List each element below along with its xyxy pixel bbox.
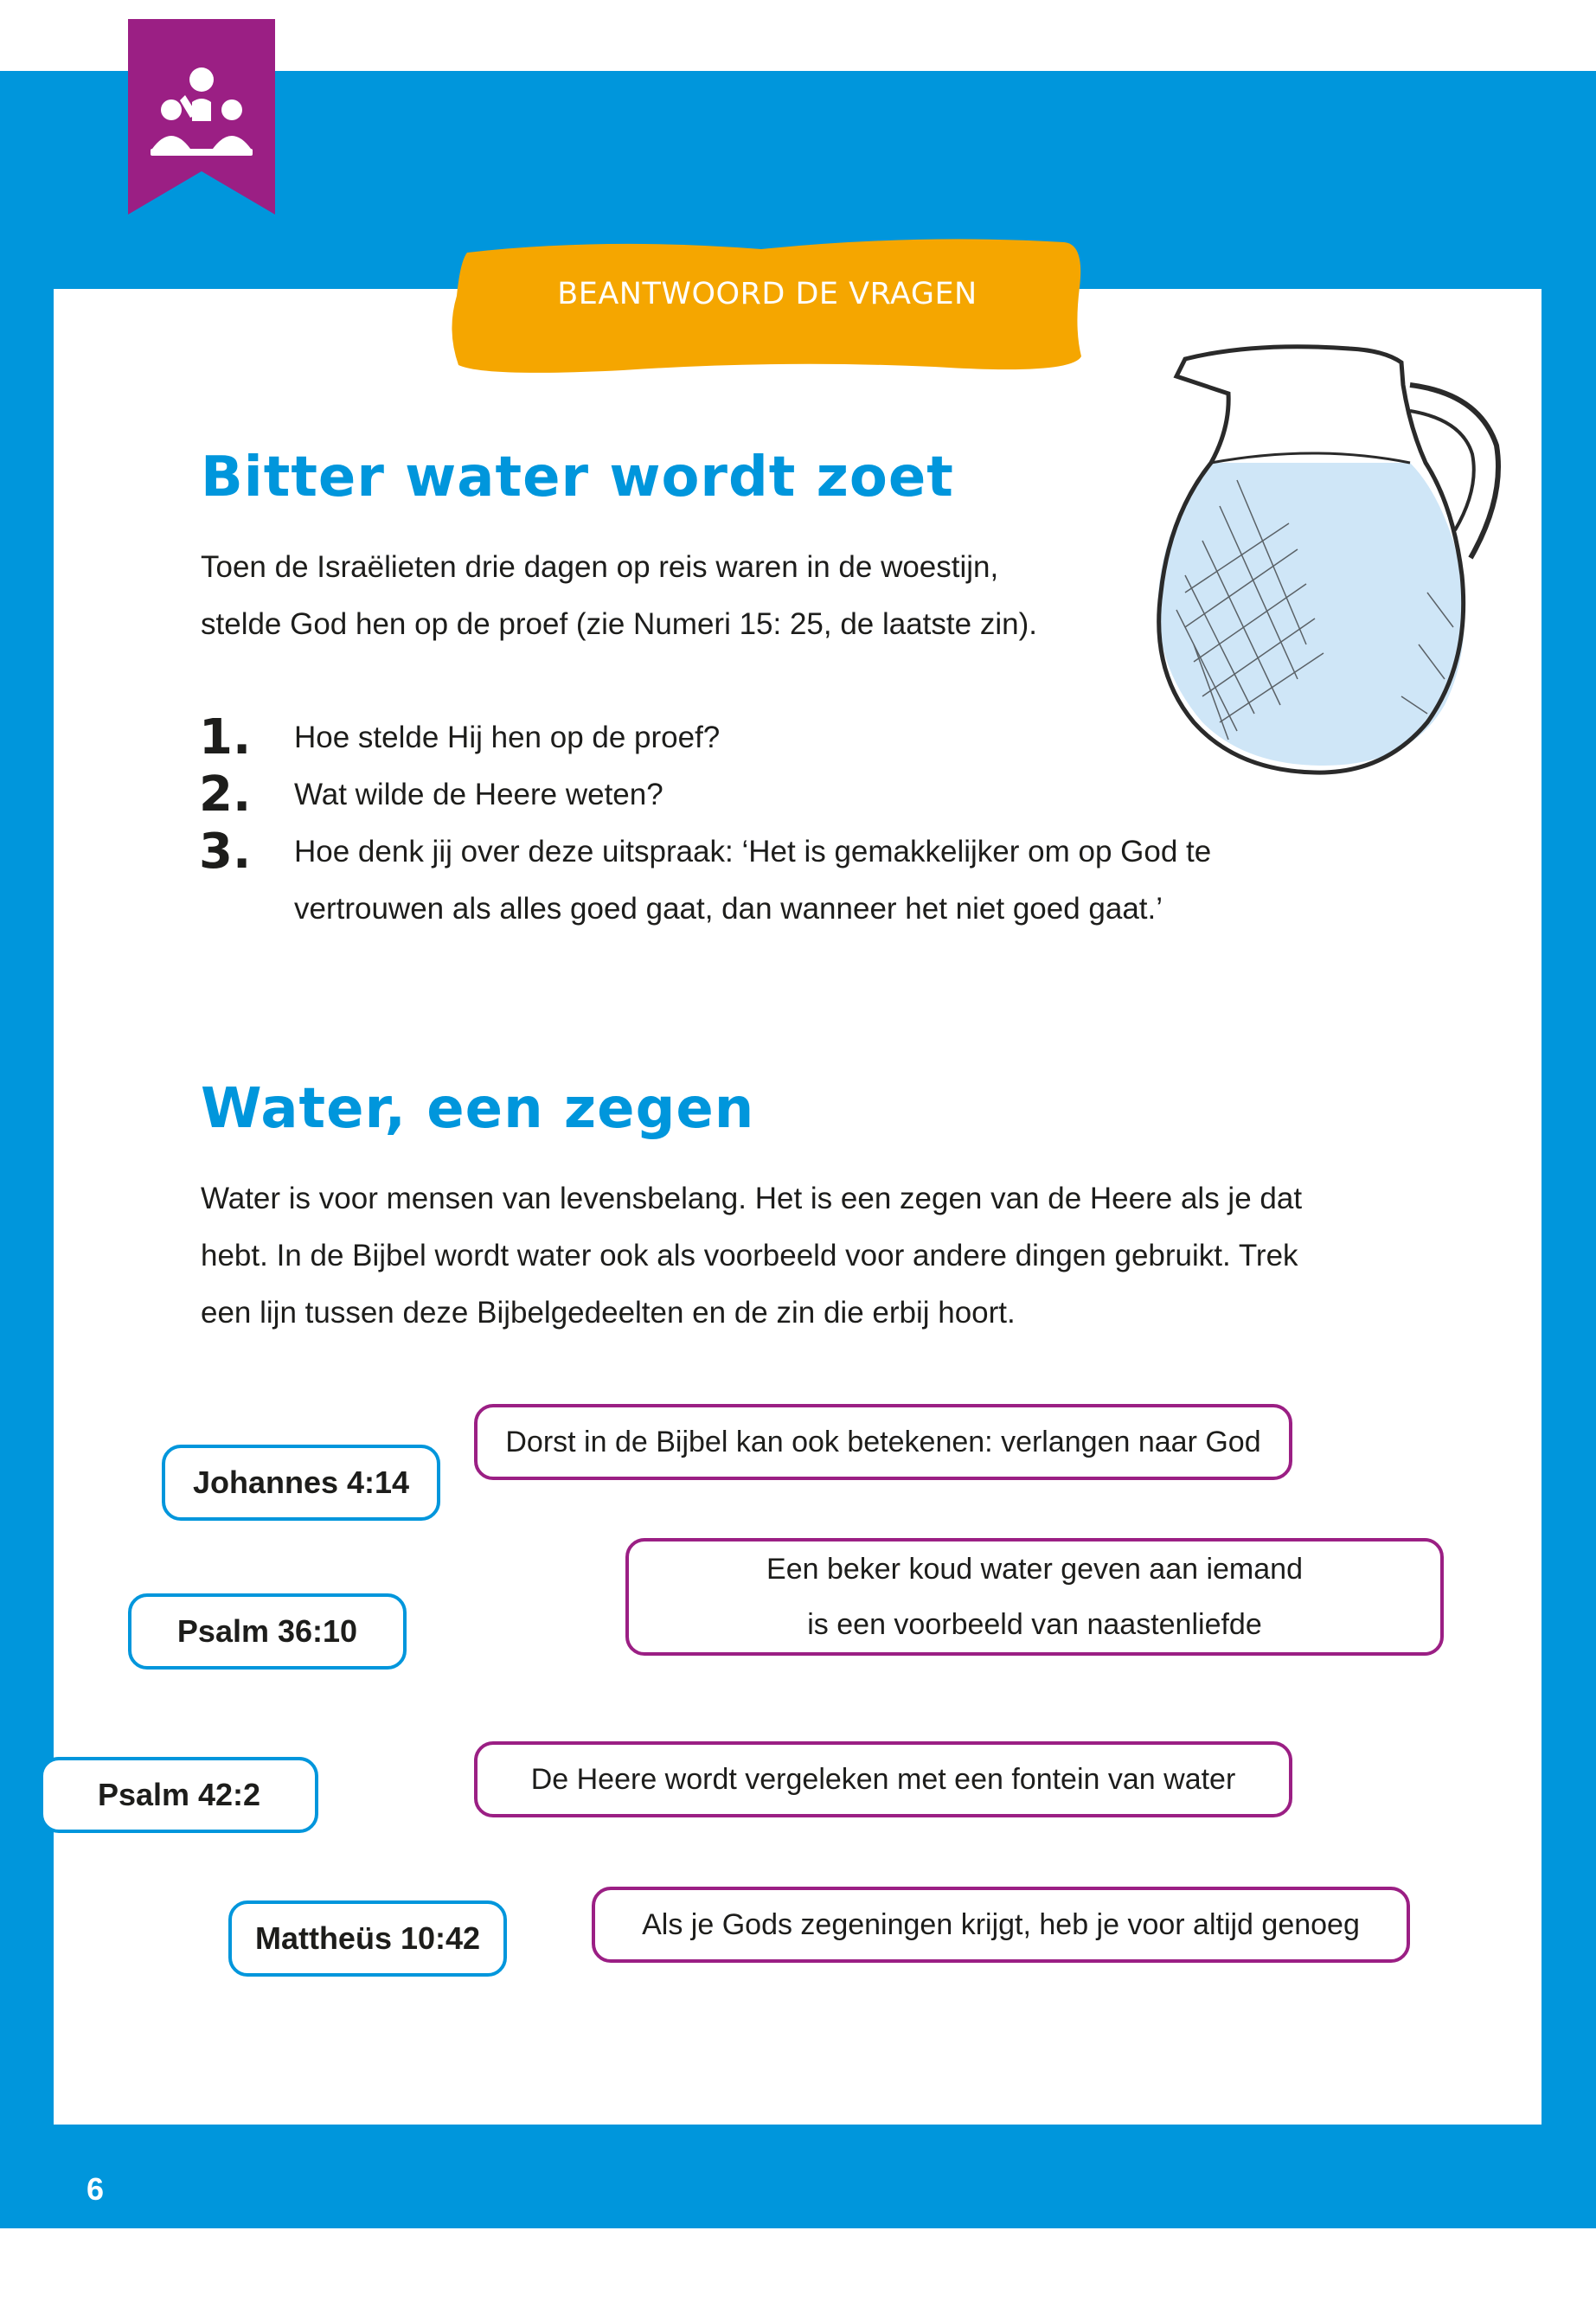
question-text-continued: vertrouwen als alles goed gaat, dan wanneer het niet goed gaat.’ [294, 892, 1163, 926]
question-number: 1. [199, 709, 252, 766]
phrase-text: Dorst in de Bijbel kan ook betekenen: verlangen naar God [505, 1426, 1261, 1458]
intro-line-1: Toen de Israëlieten drie dagen op reis waren in de woestijn, [201, 550, 999, 584]
phrase-text: Als je Gods zegeningen krijgt, heb je voor altijd genoeg [642, 1908, 1360, 1941]
intro-line: een lijn tussen deze Bijbelgedeelten en de zin die erbij hoort. [201, 1296, 1016, 1330]
phrase-text: Een beker koud water geven aan iemand [766, 1553, 1303, 1586]
intro-line: Water is voor mensen van levensbelang. Het is een zegen van de Heere als je dat [201, 1182, 1303, 1215]
torn-paper-edge [0, 2016, 1596, 2171]
question-text: Wat wilde de Heere weten? [294, 778, 663, 811]
reference-box-mattheus[interactable]: Mattheüs 10:42 [228, 1900, 507, 1977]
question-number: 2. [199, 766, 252, 823]
header-label: BEANTWOORD DE VRAGEN [557, 277, 977, 311]
section-title-bitter-water: Bitter water wordt zoet [201, 445, 954, 510]
phrase-box-fountain[interactable] [474, 1741, 1292, 1817]
phrase-box-cup-of-water[interactable] [625, 1538, 1444, 1656]
phrase-box-blessings[interactable] [592, 1887, 1410, 1963]
intro-line-2: stelde God hen op de proef (zie Numeri 15: 25, de laatste zin). [201, 607, 1037, 641]
reference-box-psalm-36[interactable]: Psalm 36:10 [128, 1593, 407, 1670]
phrase-text: De Heere wordt vergeleken met een fontein van water [530, 1763, 1236, 1796]
intro-line: hebt. In de Bijbel wordt water ook als voorbeeld voor andere dingen gebruikt. Trek [201, 1239, 1298, 1272]
question-text: Hoe denk jij over deze uitspraak: ‘Het is gemakkelijker om op God te [294, 835, 1212, 868]
reference-box-johannes[interactable]: Johannes 4:14 [162, 1445, 440, 1521]
phrase-text-continued: is een voorbeeld van naastenliefde [807, 1608, 1262, 1641]
phrase-box-thirst[interactable] [474, 1404, 1292, 1480]
section-title-water-blessing: Water, een zegen [201, 1077, 755, 1141]
page-number: 6 [87, 2171, 105, 2207]
question-text: Hoe stelde Hij hen op de proef? [294, 721, 721, 754]
reference-box-psalm-42[interactable]: Psalm 42:2 [40, 1757, 318, 1833]
question-number: 3. [199, 824, 252, 880]
ribbon-bookmark [128, 19, 275, 215]
